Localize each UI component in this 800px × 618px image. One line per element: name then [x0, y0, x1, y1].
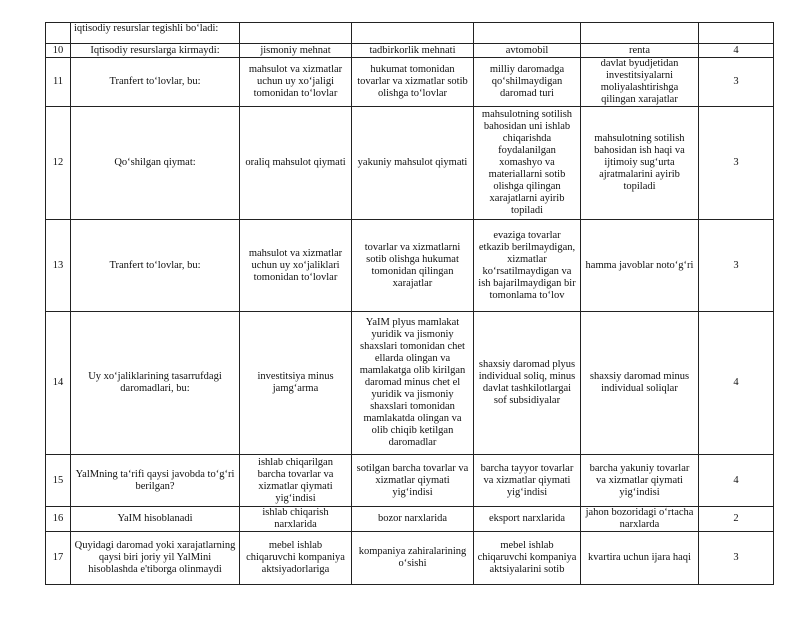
option-a-cell: ishlab chiqarish narxlarida [240, 507, 352, 532]
question-cell: YaIM hisoblanadi [71, 507, 240, 532]
option-b-cell: sotilgan barcha tovarlar va xizmatlar qiymati yig‘indisi [352, 455, 474, 507]
table-row [46, 312, 774, 455]
question-cell: Tranfert to‘lovlar, bu: [71, 58, 240, 107]
option-c-cell: evaziga tovarlar etkazib berilmaydigan, xizmatlar ko‘rsatilmaydigan va ish bajarilmaydigan bir tomonlama to‘lov [474, 220, 581, 312]
option-d-cell: barcha yakuniy tovarlar va xizmatlar qiymati yig‘indisi [581, 455, 699, 507]
option-a-cell: mahsulot va xizmatlar uchun uy xo‘jaligi tomonidan to‘lovlar [240, 58, 352, 107]
option-c-cell: mebel ishlab chiqaruvchi kompaniya aktsiyalarini sotib [474, 532, 581, 585]
table-row [46, 455, 774, 507]
option-d-cell [581, 23, 699, 44]
option-a-cell: mebel ishlab chiqaruvchi kompaniya aktsiyadorlariga [240, 532, 352, 585]
option-a-cell [240, 23, 352, 44]
table-row-partial [46, 23, 774, 44]
option-c-cell: barcha tayyor tovarlar va xizmatlar qiymati yig‘indisi [474, 455, 581, 507]
option-d-cell: jahon bozoridagi o‘rtacha narxlarda [581, 507, 699, 532]
row-number-cell: 12 [46, 107, 71, 220]
option-d-cell: renta [581, 44, 699, 58]
option-d-cell: mahsulotning sotilish bahosidan ish haqi va ijtimoiy sug‘urta ajratmalarini ayirib topiladi [581, 107, 699, 220]
option-a-cell: oraliq mahsulot qiymati [240, 107, 352, 220]
question-cell: Tranfert to‘lovlar, bu: [71, 220, 240, 312]
option-b-cell: yakuniy mahsulot qiymati [352, 107, 474, 220]
option-d-cell: shaxsiy daromad minus individual soliqlar [581, 312, 699, 455]
answer-cell: 4 [699, 44, 774, 58]
option-b-cell: tadbirkorlik mehnati [352, 44, 474, 58]
question-cell: YalMning ta‘rifi qaysi javobda to‘g‘ri berilgan? [71, 455, 240, 507]
option-c-cell: shaxsiy daromad plyus individual soliq, minus davlat tashkilotlargai sof subsidiyalar [474, 312, 581, 455]
option-c-cell: eksport narxlarida [474, 507, 581, 532]
table-row [46, 44, 774, 58]
row-number-cell [46, 23, 71, 44]
option-a-cell: ishlab chiqarilgan barcha tovarlar va xizmatlar qiymati yig‘indisi [240, 455, 352, 507]
table-row [46, 220, 774, 312]
option-a-cell: jismoniy mehnat [240, 44, 352, 58]
option-d-cell: kvartira uchun ijara haqi [581, 532, 699, 585]
option-d-cell: davlat byudjetidan investitsiyalarni moliyalashtirishga qilingan xarajatlar [581, 58, 699, 107]
option-a-cell: mahsulot va xizmatlar uchun uy xo‘jaliklari tomonidan to‘lovlar [240, 220, 352, 312]
table-row [46, 58, 774, 107]
option-b-cell: bozor narxlarida [352, 507, 474, 532]
question-table [45, 22, 774, 585]
answer-cell: 3 [699, 58, 774, 107]
table-row [46, 507, 774, 532]
table-row [46, 107, 774, 220]
option-d-cell: hamma javoblar noto‘g‘ri [581, 220, 699, 312]
answer-cell: 3 [699, 532, 774, 585]
answer-cell: 2 [699, 507, 774, 532]
answer-cell [699, 23, 774, 44]
question-cell: Iqtisodiy resurslarga kirmaydi: [71, 44, 240, 58]
option-b-cell: tovarlar va xizmatlarni sotib olishga hukumat tomonidan qilingan xarajatlar [352, 220, 474, 312]
option-c-cell [474, 23, 581, 44]
row-number-cell: 17 [46, 532, 71, 585]
answer-cell: 4 [699, 455, 774, 507]
row-number-cell: 13 [46, 220, 71, 312]
option-b-cell: kompaniya zahiralarining o‘sishi [352, 532, 474, 585]
question-cell: Qo‘shilgan qiymat: [71, 107, 240, 220]
option-a-cell: investitsiya minus jamg‘arma [240, 312, 352, 455]
row-number-cell: 11 [46, 58, 71, 107]
question-cell: Quyidagi daromad yoki xarajatlarning qaysi biri joriy yil YalMini hisoblashda e'tiborga olinmaydi [71, 532, 240, 585]
row-number-cell: 14 [46, 312, 71, 455]
option-c-cell: avtomobil [474, 44, 581, 58]
option-b-cell [352, 23, 474, 44]
answer-cell: 3 [699, 107, 774, 220]
answer-cell: 4 [699, 312, 774, 455]
question-cell: Uy xo‘jaliklarining tasarrufdagi daromadlari, bu: [71, 312, 240, 455]
question-cell: iqtisodiy resurslar tegishli bo‘ladi: [71, 23, 240, 44]
option-c-cell: milliy daromadga qo‘shilmaydigan daromad turi [474, 58, 581, 107]
row-number-cell: 16 [46, 507, 71, 532]
option-b-cell: hukumat tomonidan tovarlar va xizmatlar sotib olishga to‘lovlar [352, 58, 474, 107]
answer-cell: 3 [699, 220, 774, 312]
row-number-cell: 15 [46, 455, 71, 507]
option-b-cell: YaIM plyus mamlakat yuridik va jismoniy shaxslari tomonidan chet ellarda olingan va mamlakatga olib kirilgan daromad minus chet el yuridik va jismoniy shaxslari tomonidan mamlakatda olingan va olib chiqib ketilgan daromadlar [352, 312, 474, 455]
row-number-cell: 10 [46, 44, 71, 58]
table-row [46, 532, 774, 585]
option-c-cell: mahsulotning sotilish bahosidan uni ishlab chiqarishda foydalanilgan xomashyo va materiallarni sotib olishga qilingan xarajatlarni ayirib topiladi [474, 107, 581, 220]
